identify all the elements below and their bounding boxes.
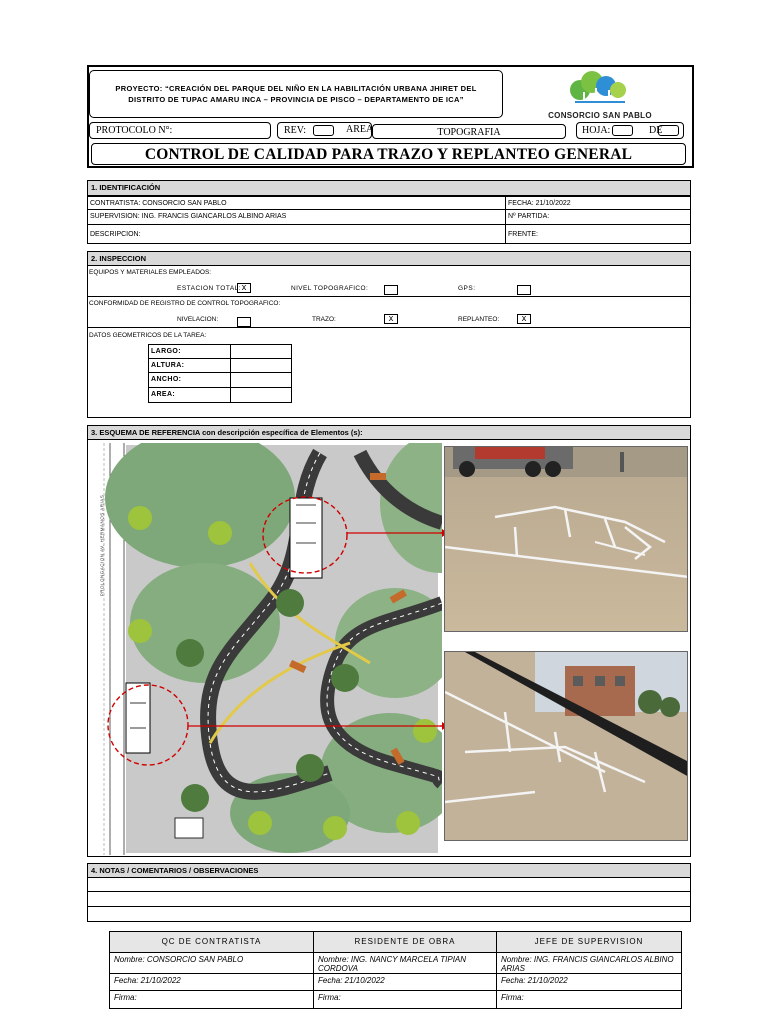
- equipos-label: EQUIPOS Y MATERIALES EMPLEADOS:: [89, 269, 212, 276]
- contratista-cell: CONTRATISTA: CONSORCIO SAN PABLO: [87, 196, 506, 210]
- rev-input[interactable]: [313, 125, 334, 136]
- frente-cell: FRENTE:: [505, 224, 691, 244]
- site-photo-1-svg: [445, 447, 688, 632]
- nivel-topografico-label: NIVEL TOPOGRAFICO:: [291, 285, 369, 292]
- nivelacion-checkbox[interactable]: [237, 317, 251, 327]
- geo-value-area[interactable]: [230, 387, 292, 403]
- rev-label: REV:: [284, 125, 307, 136]
- site-photo-1: [444, 446, 688, 632]
- geo-label-ancho: ANCHO:: [148, 372, 231, 388]
- geo-value-altura[interactable]: [230, 358, 292, 373]
- replanteo-label: REPLANTEO:: [458, 316, 500, 323]
- section-esquema: 3. ESQUEMA DE REFERENCIA con descripción específica de Elementos (s):: [87, 425, 691, 440]
- geo-value-largo[interactable]: [230, 344, 292, 359]
- geo-label-altura: ALTURA:: [148, 358, 231, 373]
- project-line-1: PROYECTO: “CREACIÓN DEL PARQUE DEL NIÑO EN LA HABILITACIÓN URBANA JHIRET DEL: [115, 84, 477, 93]
- sig-header-jefe: JEFE DE SUPERVISION: [496, 931, 682, 953]
- page-title: CONTROL DE CALIDAD PARA TRAZO Y REPLANTEO GENERAL: [144, 146, 633, 163]
- de-input[interactable]: [658, 125, 679, 136]
- supervision-cell: SUPERVISION: ING. FRANCIS GIANCARLOS ALBINO ARIAS: [87, 209, 506, 225]
- section-inspeccion: 2. INSPECCION: [87, 251, 691, 266]
- sig-nombre-residente: Nombre: ING. NANCY MARCELA TIPIAN CORDOVA: [313, 952, 497, 974]
- geo-value-ancho[interactable]: [230, 372, 292, 388]
- tree-logo-icon: [520, 68, 680, 106]
- estacion-total-checkbox[interactable]: x: [237, 283, 251, 293]
- sig-firma-jefe[interactable]: Firma:: [496, 990, 682, 1009]
- nivel-topografico-checkbox[interactable]: [384, 285, 398, 295]
- site-photo-2: [444, 651, 688, 841]
- protocolo-box: [89, 122, 271, 139]
- gps-label: GPS:: [458, 285, 476, 292]
- sig-firma-residente[interactable]: Firma:: [313, 990, 497, 1009]
- trazo-label: TRAZO:: [312, 316, 336, 323]
- project-line-2: DISTRITO DE TUPAC AMARU INCA – PROVINCIA DE PISCO – DEPARTAMENTO DE ICA”: [128, 95, 464, 104]
- sig-header-qc: QC DE CONTRATISTA: [109, 931, 314, 953]
- area-value: TOPOGRAFIA: [437, 127, 501, 138]
- hoja-input[interactable]: [612, 125, 633, 136]
- plan-side-label: PROLONGACION AV. HERMANOS ARIAS: [99, 494, 105, 597]
- park-plan-svg: [90, 443, 442, 855]
- logo-text: CONSORCIO SAN PABLO: [548, 111, 652, 120]
- section-notas: 4. NOTAS / COMENTARIOS / OBSERVACIONES: [87, 863, 691, 878]
- hoja-label: HOJA:: [582, 125, 611, 136]
- area-value-box[interactable]: [372, 124, 566, 139]
- protocolo-label: PROTOCOLO N°:: [96, 125, 173, 136]
- conformidad-label: CONFORMIDAD DE REGISTRO DE CONTROL TOPOGRAFICO:: [89, 300, 281, 307]
- area-label: AREA: [346, 124, 374, 135]
- notas-line-1[interactable]: [87, 877, 691, 892]
- partida-cell: Nº PARTIDA:: [505, 209, 691, 225]
- sig-nombre-jefe: Nombre: ING. FRANCIS GIANCARLOS ALBINO ARIAS: [496, 952, 682, 974]
- de-label: DE: [649, 125, 663, 136]
- replanteo-checkbox[interactable]: x: [517, 314, 531, 324]
- sig-header-residente: RESIDENTE DE OBRA: [313, 931, 497, 953]
- notas-line-2[interactable]: [87, 891, 691, 907]
- sig-fecha-qc: Fecha: 21/10/2022: [109, 973, 314, 991]
- datos-label: DATOS GEOMETRICOS DE LA TAREA:: [89, 332, 207, 339]
- geo-label-area: AREA:: [148, 387, 231, 403]
- geo-label-largo: LARGO:: [148, 344, 231, 359]
- descripcion-cell: DESCRIPCION:: [87, 224, 506, 244]
- hoja-box: [576, 122, 684, 139]
- park-plan-drawing: [90, 443, 442, 855]
- notas-line-3[interactable]: [87, 906, 691, 922]
- title-box: [91, 143, 686, 165]
- gps-checkbox[interactable]: [517, 285, 531, 295]
- sig-fecha-jefe: Fecha: 21/10/2022: [496, 973, 682, 991]
- project-box: [89, 70, 503, 118]
- fecha-cell: FECHA: 21/10/2022: [505, 196, 691, 210]
- section-identificacion: 1. IDENTIFICACIÓN: [87, 180, 691, 196]
- nivelacion-label: NIVELACION:: [177, 316, 219, 323]
- sig-nombre-qc: Nombre: CONSORCIO SAN PABLO: [109, 952, 314, 974]
- geometric-table: [148, 344, 292, 404]
- company-logo: [520, 68, 680, 120]
- trazo-checkbox[interactable]: x: [384, 314, 398, 324]
- site-photo-2-svg: [445, 652, 688, 841]
- sig-fecha-residente: Fecha: 21/10/2022: [313, 973, 497, 991]
- sig-firma-qc[interactable]: Firma:: [109, 990, 314, 1009]
- estacion-total-label: ESTACION TOTAL:: [177, 285, 242, 292]
